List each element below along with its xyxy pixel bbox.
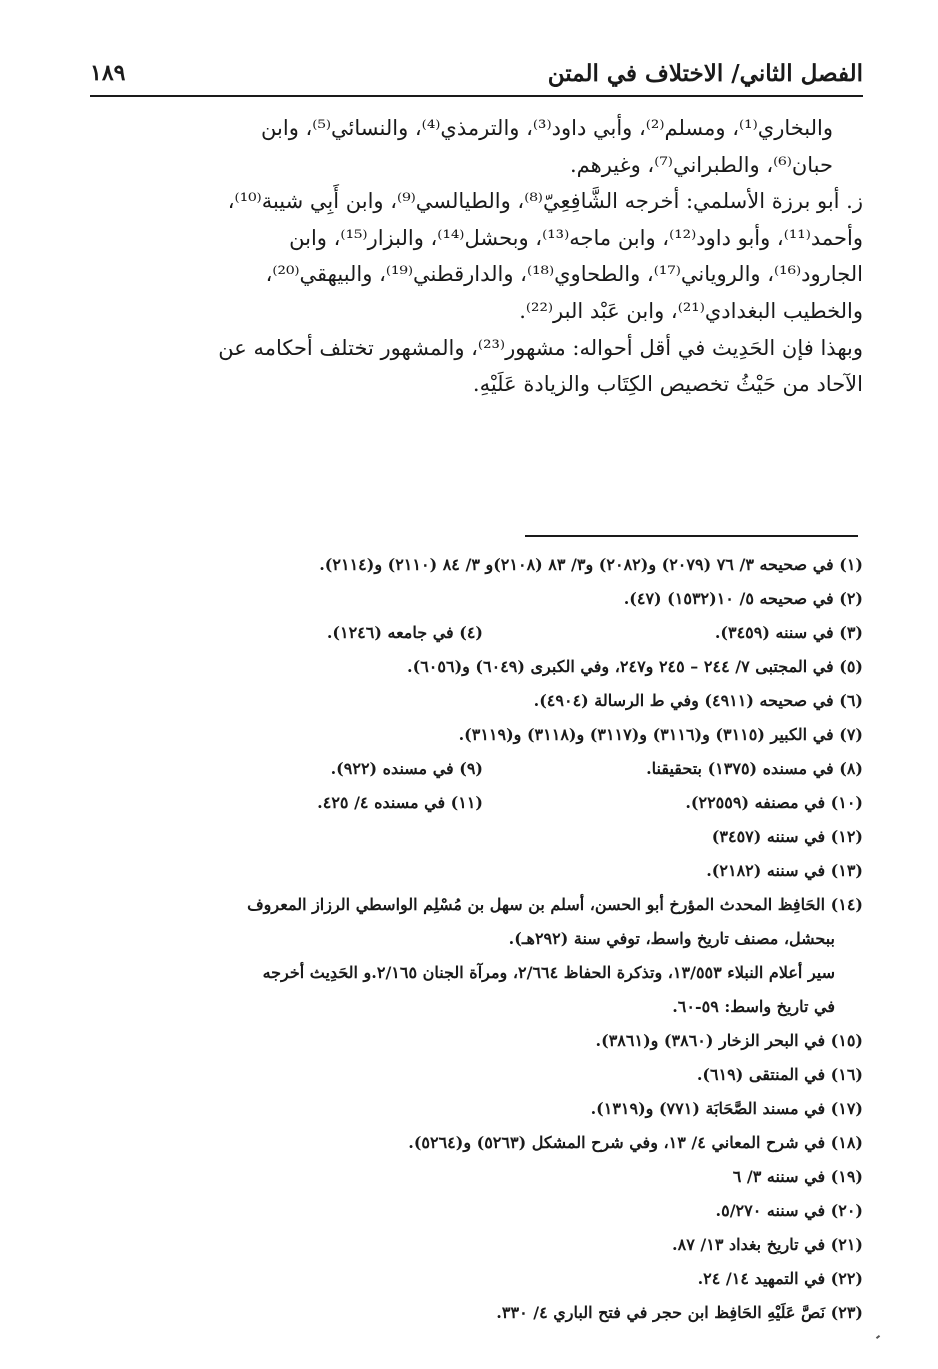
- footnote-row-8-9: [92, 752, 863, 786]
- footnote-4: (٤) في جامعه (١٢٤٦).: [326, 623, 483, 642]
- footnote-20: (٢٠) في سننه ٥/٢٧٠.: [715, 1201, 863, 1220]
- footnote-14-line: ببحشل، مصنف تاريخ واسط، توفي سنة (٢٩٢هـ).: [508, 929, 835, 948]
- footnote-12: (١٢) في سننه (٣٤٥٧): [711, 827, 863, 846]
- header-rule: [90, 95, 863, 97]
- text-line: الجارود⁽¹⁶⁾، والروياني⁽¹⁷⁾، والطحاوي⁽¹⁸⁾، والدارقطني⁽¹⁹⁾، والبيهقي⁽²⁰⁾،: [265, 262, 863, 287]
- footnote-17: (١٧) في مسند الصَّحَابَة (٧٧١) و(١٣١٩).: [590, 1099, 863, 1118]
- footnote-14: [92, 888, 863, 1024]
- chapter-title: الفصل الثاني/ الاختلاف في المتن: [547, 60, 863, 87]
- footnote-2: (٢) في صحيحه ٥/ ١٠(١٥٣٢) (٤٧).: [623, 589, 863, 608]
- footnote-6: (٦) في صحيحه (٤٩١١) وفي ط الرسالة (٤٩٠٤).: [533, 691, 863, 710]
- footnote-8: (٨) في مسنده (١٣٧٥) بتحقيقنا.: [646, 759, 863, 778]
- paragraph-abu-barza: [92, 183, 863, 329]
- running-header: [90, 58, 863, 98]
- scan-speck: [876, 1335, 880, 1339]
- footnote-15: (١٥) في البحر الزخار (٣٨٦٠) و(٣٨٦١).: [595, 1031, 863, 1050]
- footnote-13: (١٣) في سننه (٢١٨٢).: [706, 861, 863, 880]
- footnote-3: (٣) في سننه (٣٤٥٩).: [714, 623, 863, 642]
- footnote-5: (٥) في المجتبى ٧/ ٢٤٤ – ٢٤٥ و٢٤٧، وفي الكبرى (٦٠٤٩) و(٦٠٥٦).: [407, 657, 863, 676]
- footnote-14-line: في تاريخ واسط: ٥٩-٦٠.: [672, 997, 835, 1016]
- footnote-1: (١) في صحيحه ٣/ ٧٦ (٢٠٧٩) و(٢٠٨٢) و٣/ ٨٣ (٢١٠٨)و ٣/ ٨٤ (٢١١٠) و(٢١١٤).: [319, 555, 863, 574]
- footnote-16: (١٦) في المنتقى (٦١٩).: [696, 1065, 863, 1084]
- footnotes: [92, 548, 863, 1330]
- footnote-row-3-4: [92, 616, 863, 650]
- text-line: وبهذا فإن الحَدِيث في أقل أحواله: مشهور⁽²³⁾، والمشهور تختلف أحكامه عن: [218, 335, 863, 360]
- main-text: [92, 110, 863, 403]
- paragraph-conclusion: [92, 330, 863, 403]
- text-line: ز. أبو برزة الأسلمي: أخرجه الشَّافِعِيّ⁽⁸⁾، والطيالسي⁽⁹⁾، وابن أَبِي شيبة⁽¹⁰⁾،: [227, 189, 863, 214]
- footnote-21: (٢١) في تاريخ بغداد ١٣/ ٨٧.: [672, 1235, 863, 1254]
- footnote-14-line: (١٤) الحَافِظ المحدث المؤرخ أبو الحسن، أسلم بن سهل بن مُسْلِم الواسطي الرزاز المعروف: [247, 895, 863, 914]
- paragraph-sources-continued: [92, 110, 863, 183]
- text-line: والخطيب البغدادي⁽²¹⁾، وابن عَبْد البر⁽²²⁾.: [519, 298, 863, 323]
- footnote-14-line: سير أعلام النبلاء ١٣/٥٥٣، وتذكرة الحفاظ ٢/٦٦٤، ومرآة الجنان ٢/١٦٥.و الحَدِيث أخرجه: [262, 963, 835, 982]
- footnote-19: (١٩) في سننه ٣/ ٦: [732, 1167, 863, 1186]
- footnote-22: (٢٢) في التمهيد ١٤/ ٢٤.: [697, 1269, 863, 1288]
- text-line: الآحاد من حَيْثُ تخصيص الكِتَاب والزيادة عَلَيْهِ.: [472, 372, 863, 397]
- footnote-11: (١١) في مسنده ٤/ ٤٢٥.: [317, 793, 483, 812]
- footnote-23: (٢٣) نَصَّ عَلَيْهِ الحَافِظ ابن حجر في فتح الباري ٤/ ٣٣٠.: [496, 1303, 863, 1322]
- footnote-separator: [525, 535, 858, 537]
- footnote-9: (٩) في مسنده (٩٢٢).: [330, 759, 483, 778]
- footnote-7: (٧) في الكبير (٣١١٥) و(٣١١٦) و(٣١١٧) و(٣١١٨) و(٣١١٩).: [458, 725, 863, 744]
- text-line: والبخاري⁽¹⁾، ومسلم⁽²⁾، وأبي داود⁽³⁾، والترمذي⁽⁴⁾، والنسائي⁽⁵⁾، وابن: [261, 116, 833, 140]
- page-number: ١٨٩: [90, 60, 126, 86]
- footnote-10: (١٠) في مصنفه (٢٢٥٥٩).: [685, 793, 863, 812]
- text-line: وأحمد⁽¹¹⁾، وأبو داود⁽¹²⁾، وابن ماجه⁽¹³⁾، وبحشل⁽¹⁴⁾، والبزار⁽¹⁵⁾، وابن: [289, 225, 863, 250]
- footnote-row-10-11: [92, 786, 863, 820]
- text-line: حبان⁽⁶⁾، والطبراني⁽⁷⁾، وغيرهم.: [569, 152, 833, 177]
- footnote-18: (١٨) في شرح المعاني ٤/ ١٣، وفي شرح المشكل (٥٢٦٣) و(٥٢٦٤).: [408, 1133, 863, 1152]
